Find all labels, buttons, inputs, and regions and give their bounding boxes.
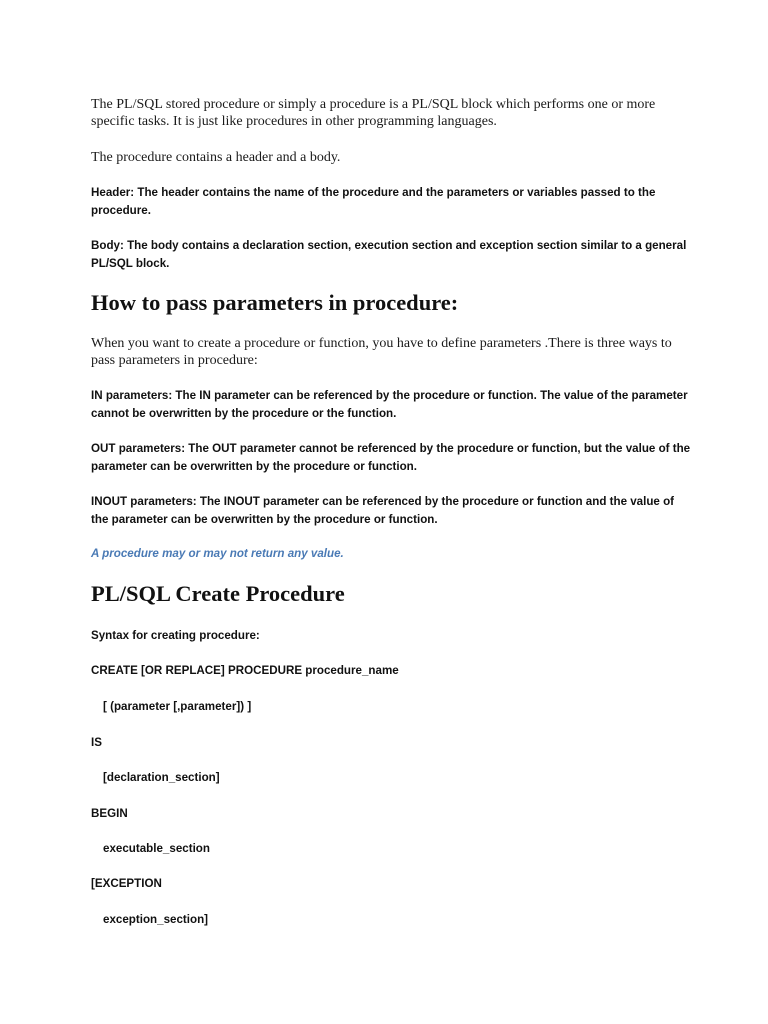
- out-label: OUT parameters:: [91, 442, 186, 455]
- syntax-line: BEGIN: [91, 807, 128, 820]
- body-label: Body:: [91, 239, 124, 252]
- in-text: The IN parameter can be referenced by the procedure or function. The value of the parameter cannot be overwritten by the procedure or the function.: [91, 389, 688, 420]
- return-value-note: A procedure may or may not return any value.: [91, 547, 344, 560]
- header-text: The header contains the name of the procedure and the parameters or variables passed to the procedure.: [91, 186, 656, 217]
- body-definition: [91, 237, 691, 273]
- syntax-line: exception_section]: [103, 913, 209, 926]
- inout-parameters-definition: [91, 493, 691, 529]
- header-label: Header:: [91, 186, 135, 199]
- in-parameters-definition: [91, 387, 691, 423]
- out-parameters-definition: [91, 440, 691, 476]
- syntax-label: Syntax for creating procedure:: [91, 629, 260, 642]
- syntax-line: [declaration_section]: [103, 771, 220, 784]
- syntax-line: [EXCEPTION: [91, 877, 162, 890]
- section-heading-parameters: How to pass parameters in procedure:: [91, 290, 459, 315]
- in-label: IN parameters:: [91, 389, 173, 402]
- syntax-line: CREATE [OR REPLACE] PROCEDURE procedure_name: [91, 664, 399, 677]
- section-heading-create-procedure: PL/SQL Create Procedure: [91, 581, 345, 606]
- syntax-line: IS: [91, 736, 102, 749]
- out-text: The OUT parameter cannot be referenced by the procedure or function, but the value of the parameter can be overwritten by the procedure or function.: [91, 442, 691, 473]
- procedure-description: The procedure contains a header and a body.: [91, 150, 341, 165]
- syntax-line: [ (parameter [,parameter]) ]: [103, 700, 252, 713]
- intro-paragraph: The PL/SQL stored procedure or simply a procedure is a PL/SQL block which performs one or more specific tasks. It is just like procedures in other programming languages.: [91, 97, 656, 129]
- inout-text: The INOUT parameter can be referenced by the procedure or function and the value of the parameter can be overwritten by the procedure or function.: [91, 495, 675, 526]
- parameters-intro: When you want to create a procedure or function, you have to define parameters .There is three ways to pass parameters in procedure:: [91, 336, 672, 368]
- body-text: The body contains a declaration section, execution section and exception section similar to a general PL/SQL block.: [91, 239, 687, 270]
- syntax-line: executable_section: [103, 842, 210, 855]
- inout-label: INOUT parameters:: [91, 495, 197, 508]
- header-definition: [91, 184, 691, 220]
